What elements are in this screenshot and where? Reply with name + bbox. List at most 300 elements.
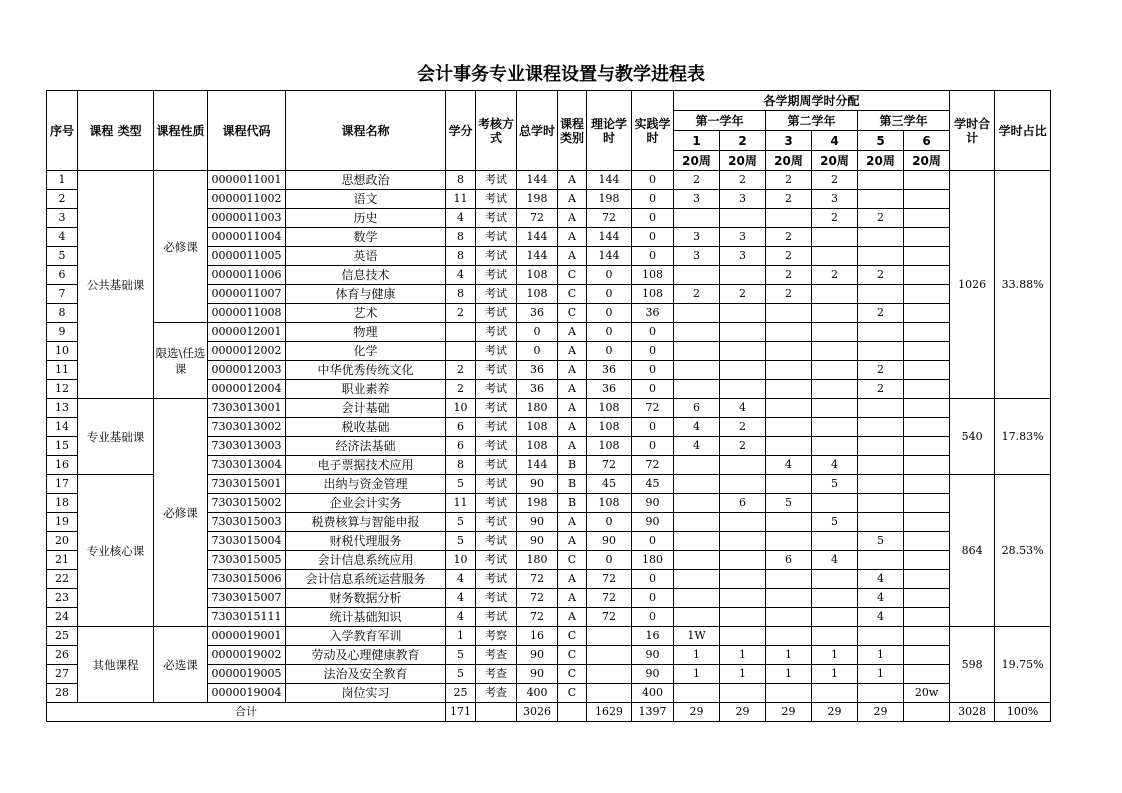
term-weekly-hours xyxy=(766,475,812,494)
course-exam: 考试 xyxy=(476,266,517,285)
term-weekly-hours xyxy=(904,323,950,342)
term-weekly-hours xyxy=(904,304,950,323)
term-weekly-hours: 1 xyxy=(812,665,858,684)
header-year3: 第三学年 xyxy=(858,111,950,131)
term-weekly-hours xyxy=(766,323,812,342)
term-weekly-hours xyxy=(720,342,766,361)
course-code: 0000019002 xyxy=(208,646,286,665)
term-weekly-hours xyxy=(858,285,904,304)
term-weekly-hours xyxy=(720,532,766,551)
group-hours-total: 540 xyxy=(950,399,995,475)
term-weekly-hours xyxy=(720,513,766,532)
total-row xyxy=(47,703,1051,722)
total-exam xyxy=(476,703,517,722)
term-weekly-hours xyxy=(674,361,720,380)
course-category: C xyxy=(558,304,587,323)
course-credit: 2 xyxy=(446,304,476,323)
term-weekly-hours xyxy=(858,627,904,646)
course-code: 0000011003 xyxy=(208,209,286,228)
course-credit xyxy=(446,342,476,361)
term-weekly-hours xyxy=(812,285,858,304)
row-seq: 13 xyxy=(47,399,78,418)
term-weekly-hours xyxy=(674,456,720,475)
course-code: 7303015004 xyxy=(208,532,286,551)
course-credit: 11 xyxy=(446,494,476,513)
course-credit: 8 xyxy=(446,285,476,304)
term-weekly-hours: 1 xyxy=(720,646,766,665)
course-theory-hours xyxy=(587,646,632,665)
term-weekly-hours xyxy=(904,228,950,247)
course-theory-hours: 45 xyxy=(587,475,632,494)
term-weekly-hours xyxy=(812,228,858,247)
course-theory-hours: 36 xyxy=(587,380,632,399)
row-seq: 16 xyxy=(47,456,78,475)
course-name: 入学教育军训 xyxy=(286,627,446,646)
term-weekly-hours: 2 xyxy=(858,209,904,228)
course-code: 0000019004 xyxy=(208,684,286,703)
course-name: 化学 xyxy=(286,342,446,361)
term-weekly-hours xyxy=(720,627,766,646)
course-theory-hours: 72 xyxy=(587,608,632,627)
term-weekly-hours: 2 xyxy=(766,247,812,266)
course-practice-hours: 0 xyxy=(632,361,674,380)
course-total-hours: 144 xyxy=(517,171,558,190)
course-exam: 考试 xyxy=(476,361,517,380)
term-weekly-hours xyxy=(720,266,766,285)
course-exam: 考试 xyxy=(476,190,517,209)
course-theory-hours: 144 xyxy=(587,171,632,190)
row-seq: 19 xyxy=(47,513,78,532)
term-weekly-hours xyxy=(812,608,858,627)
course-credit: 25 xyxy=(446,684,476,703)
row-seq: 11 xyxy=(47,361,78,380)
term-weekly-hours xyxy=(858,494,904,513)
course-code: 7303013001 xyxy=(208,399,286,418)
course-code: 0000019001 xyxy=(208,627,286,646)
row-seq: 8 xyxy=(47,304,78,323)
term-weekly-hours xyxy=(812,532,858,551)
course-practice-hours: 0 xyxy=(632,437,674,456)
course-code: 0000019005 xyxy=(208,665,286,684)
course-code: 0000012002 xyxy=(208,342,286,361)
course-code: 7303015006 xyxy=(208,570,286,589)
term-weekly-hours xyxy=(812,627,858,646)
course-category: A xyxy=(558,228,587,247)
term-weekly-hours xyxy=(904,494,950,513)
course-name: 劳动及心理健康教育 xyxy=(286,646,446,665)
course-code: 7303013004 xyxy=(208,456,286,475)
course-practice-hours: 16 xyxy=(632,627,674,646)
course-name: 数学 xyxy=(286,228,446,247)
course-code: 7303015001 xyxy=(208,475,286,494)
term-weekly-hours xyxy=(858,228,904,247)
row-seq: 17 xyxy=(47,475,78,494)
term-weekly-hours: 6 xyxy=(766,551,812,570)
term-weekly-hours: 4 xyxy=(858,589,904,608)
course-exam: 考试 xyxy=(476,532,517,551)
course-credit: 4 xyxy=(446,589,476,608)
term-weekly-hours xyxy=(812,399,858,418)
term-weekly-hours: 1 xyxy=(720,665,766,684)
course-total-hours: 72 xyxy=(517,589,558,608)
header-weeks: 20周 xyxy=(674,151,720,171)
term-weekly-hours: 2 xyxy=(720,418,766,437)
term-weekly-hours xyxy=(858,247,904,266)
term-weekly-hours xyxy=(674,684,720,703)
course-exam: 考试 xyxy=(476,608,517,627)
term-weekly-hours xyxy=(674,380,720,399)
course-exam: 考试 xyxy=(476,285,517,304)
course-code: 0000011005 xyxy=(208,247,286,266)
total-practice: 1397 xyxy=(632,703,674,722)
term-weekly-hours: 2 xyxy=(858,380,904,399)
header-nature: 课程性质 xyxy=(154,91,208,171)
term-weekly-hours xyxy=(812,418,858,437)
course-name: 英语 xyxy=(286,247,446,266)
term-weekly-hours xyxy=(720,684,766,703)
course-total-hours: 180 xyxy=(517,551,558,570)
term-weekly-hours xyxy=(858,323,904,342)
term-weekly-hours: 3 xyxy=(674,228,720,247)
term-weekly-hours: 3 xyxy=(720,190,766,209)
course-practice-hours: 0 xyxy=(632,171,674,190)
course-credit: 2 xyxy=(446,380,476,399)
row-seq: 20 xyxy=(47,532,78,551)
row-seq: 7 xyxy=(47,285,78,304)
course-category: C xyxy=(558,646,587,665)
term-weekly-hours xyxy=(904,665,950,684)
course-total-hours: 180 xyxy=(517,399,558,418)
group-hours-total: 1026 xyxy=(950,171,995,399)
header-ratio: 学时占比 xyxy=(995,91,1051,171)
term-weekly-hours: 1 xyxy=(674,665,720,684)
term-weekly-hours xyxy=(904,247,950,266)
course-theory-hours: 72 xyxy=(587,456,632,475)
header-weekly: 各学期周学时分配 xyxy=(674,91,950,111)
header-term: 1 xyxy=(674,131,720,151)
term-weekly-hours xyxy=(904,190,950,209)
course-total-hours: 90 xyxy=(517,532,558,551)
course-theory-hours: 72 xyxy=(587,570,632,589)
course-exam: 考试 xyxy=(476,513,517,532)
total-term-hours xyxy=(904,703,950,722)
course-practice-hours: 0 xyxy=(632,418,674,437)
term-weekly-hours xyxy=(858,475,904,494)
course-category: A xyxy=(558,171,587,190)
course-name: 艺术 xyxy=(286,304,446,323)
group-hours-ratio: 19.75% xyxy=(995,627,1051,703)
header-category: 课程类别 xyxy=(558,91,587,171)
course-total-hours: 90 xyxy=(517,513,558,532)
term-weekly-hours xyxy=(720,608,766,627)
term-weekly-hours xyxy=(766,304,812,323)
term-weekly-hours xyxy=(674,513,720,532)
row-seq: 27 xyxy=(47,665,78,684)
header-code: 课程代码 xyxy=(208,91,286,171)
course-practice-hours: 72 xyxy=(632,456,674,475)
term-weekly-hours xyxy=(904,361,950,380)
course-category: C xyxy=(558,551,587,570)
course-name: 税费核算与智能申报 xyxy=(286,513,446,532)
course-category: C xyxy=(558,665,587,684)
group-prof-basic: 专业基础课 xyxy=(78,399,154,475)
term-weekly-hours: 1 xyxy=(812,646,858,665)
header-seq: 序号 xyxy=(47,91,78,171)
course-total-hours: 72 xyxy=(517,209,558,228)
term-weekly-hours: 5 xyxy=(812,513,858,532)
term-weekly-hours xyxy=(904,437,950,456)
term-weekly-hours: 4 xyxy=(858,608,904,627)
course-name: 思想政治 xyxy=(286,171,446,190)
course-category: B xyxy=(558,456,587,475)
header-term: 6 xyxy=(904,131,950,151)
course-total-hours: 0 xyxy=(517,323,558,342)
course-credit: 1 xyxy=(446,627,476,646)
term-weekly-hours xyxy=(720,380,766,399)
course-total-hours: 36 xyxy=(517,361,558,380)
term-weekly-hours xyxy=(858,418,904,437)
table-row xyxy=(47,323,1051,342)
term-weekly-hours: 3 xyxy=(674,190,720,209)
term-weekly-hours: 2 xyxy=(812,171,858,190)
header-weeks: 20周 xyxy=(720,151,766,171)
course-total-hours: 144 xyxy=(517,456,558,475)
course-practice-hours: 0 xyxy=(632,247,674,266)
term-weekly-hours xyxy=(674,551,720,570)
course-practice-hours: 108 xyxy=(632,285,674,304)
term-weekly-hours xyxy=(674,494,720,513)
course-total-hours: 144 xyxy=(517,247,558,266)
course-credit: 5 xyxy=(446,665,476,684)
term-weekly-hours xyxy=(812,380,858,399)
term-weekly-hours xyxy=(766,342,812,361)
course-category: B xyxy=(558,475,587,494)
course-name: 体育与健康 xyxy=(286,285,446,304)
header-credit: 学分 xyxy=(446,91,476,171)
row-seq: 26 xyxy=(47,646,78,665)
course-practice-hours: 0 xyxy=(632,570,674,589)
row-seq: 25 xyxy=(47,627,78,646)
row-seq: 3 xyxy=(47,209,78,228)
course-name: 税收基础 xyxy=(286,418,446,437)
term-weekly-hours xyxy=(674,323,720,342)
course-category: A xyxy=(558,608,587,627)
course-category: A xyxy=(558,247,587,266)
term-weekly-hours xyxy=(674,266,720,285)
term-weekly-hours xyxy=(812,361,858,380)
course-credit: 8 xyxy=(446,247,476,266)
course-theory-hours: 108 xyxy=(587,437,632,456)
term-weekly-hours: 2 xyxy=(720,437,766,456)
course-theory-hours: 198 xyxy=(587,190,632,209)
course-theory-hours: 0 xyxy=(587,342,632,361)
course-theory-hours xyxy=(587,627,632,646)
term-weekly-hours xyxy=(812,304,858,323)
total-ratio: 100% xyxy=(995,703,1051,722)
term-weekly-hours: 2 xyxy=(766,171,812,190)
course-category: C xyxy=(558,285,587,304)
course-code: 0000011002 xyxy=(208,190,286,209)
course-category: A xyxy=(558,342,587,361)
course-practice-hours: 400 xyxy=(632,684,674,703)
row-seq: 12 xyxy=(47,380,78,399)
course-theory-hours: 72 xyxy=(587,209,632,228)
course-theory-hours: 0 xyxy=(587,513,632,532)
group-other: 其他课程 xyxy=(78,627,154,703)
term-weekly-hours xyxy=(674,532,720,551)
term-weekly-hours xyxy=(904,266,950,285)
total-credit: 171 xyxy=(446,703,476,722)
term-weekly-hours xyxy=(904,209,950,228)
course-practice-hours: 90 xyxy=(632,665,674,684)
header-hours-total: 学时合计 xyxy=(950,91,995,171)
course-theory-hours xyxy=(587,684,632,703)
course-theory-hours: 90 xyxy=(587,532,632,551)
course-code: 7303015005 xyxy=(208,551,286,570)
course-practice-hours: 0 xyxy=(632,380,674,399)
row-seq: 4 xyxy=(47,228,78,247)
header-name: 课程名称 xyxy=(286,91,446,171)
term-weekly-hours: 4 xyxy=(812,456,858,475)
course-credit: 6 xyxy=(446,418,476,437)
course-name: 财税代理服务 xyxy=(286,532,446,551)
term-weekly-hours xyxy=(766,608,812,627)
term-weekly-hours xyxy=(766,684,812,703)
course-total-hours: 144 xyxy=(517,228,558,247)
header-type: 课程 类型 xyxy=(78,91,154,171)
course-total-hours: 108 xyxy=(517,266,558,285)
term-weekly-hours xyxy=(858,171,904,190)
course-credit: 5 xyxy=(446,513,476,532)
group-hours-total: 864 xyxy=(950,475,995,627)
row-seq: 24 xyxy=(47,608,78,627)
term-weekly-hours xyxy=(858,399,904,418)
term-weekly-hours: 2 xyxy=(766,266,812,285)
course-theory-hours: 0 xyxy=(587,285,632,304)
row-seq: 10 xyxy=(47,342,78,361)
term-weekly-hours xyxy=(766,380,812,399)
course-category: A xyxy=(558,513,587,532)
course-code: 0000011007 xyxy=(208,285,286,304)
group-required-prof: 必修课 xyxy=(154,399,208,627)
course-credit: 10 xyxy=(446,551,476,570)
term-weekly-hours: 4 xyxy=(674,418,720,437)
course-category: A xyxy=(558,380,587,399)
term-weekly-hours: 6 xyxy=(720,494,766,513)
term-weekly-hours: 1 xyxy=(766,665,812,684)
total-hours-sum: 3028 xyxy=(950,703,995,722)
total-term-hours: 29 xyxy=(720,703,766,722)
course-practice-hours: 0 xyxy=(632,608,674,627)
term-weekly-hours xyxy=(904,399,950,418)
row-seq: 2 xyxy=(47,190,78,209)
table-row xyxy=(47,399,1051,418)
course-name: 法治及安全教育 xyxy=(286,665,446,684)
term-weekly-hours xyxy=(904,646,950,665)
term-weekly-hours xyxy=(766,209,812,228)
term-weekly-hours xyxy=(812,570,858,589)
course-total-hours: 72 xyxy=(517,608,558,627)
term-weekly-hours xyxy=(766,627,812,646)
course-total-hours: 72 xyxy=(517,570,558,589)
course-exam: 考试 xyxy=(476,304,517,323)
course-theory-hours: 0 xyxy=(587,323,632,342)
course-category: A xyxy=(558,361,587,380)
course-practice-hours: 90 xyxy=(632,494,674,513)
term-weekly-hours xyxy=(766,399,812,418)
course-practice-hours: 0 xyxy=(632,532,674,551)
course-practice-hours: 45 xyxy=(632,475,674,494)
header-year2: 第二学年 xyxy=(766,111,858,131)
table-row xyxy=(47,627,1051,646)
course-name: 电子票据技术应用 xyxy=(286,456,446,475)
course-total-hours: 36 xyxy=(517,380,558,399)
course-code: 0000011008 xyxy=(208,304,286,323)
term-weekly-hours xyxy=(766,361,812,380)
course-credit: 4 xyxy=(446,608,476,627)
course-total-hours: 198 xyxy=(517,494,558,513)
term-weekly-hours xyxy=(674,608,720,627)
term-weekly-hours: 1W xyxy=(674,627,720,646)
course-credit: 5 xyxy=(446,532,476,551)
course-exam: 考察 xyxy=(476,627,517,646)
course-table xyxy=(46,90,1051,722)
course-category: C xyxy=(558,627,587,646)
row-seq: 15 xyxy=(47,437,78,456)
course-total-hours: 90 xyxy=(517,475,558,494)
term-weekly-hours: 1 xyxy=(858,646,904,665)
course-exam: 考查 xyxy=(476,665,517,684)
course-code: 7303015003 xyxy=(208,513,286,532)
term-weekly-hours: 4 xyxy=(812,551,858,570)
total-term-hours: 29 xyxy=(674,703,720,722)
term-weekly-hours xyxy=(904,380,950,399)
course-theory-hours: 144 xyxy=(587,228,632,247)
course-code: 7303013003 xyxy=(208,437,286,456)
course-exam: 考试 xyxy=(476,399,517,418)
term-weekly-hours xyxy=(858,513,904,532)
course-category: A xyxy=(558,570,587,589)
term-weekly-hours xyxy=(904,627,950,646)
term-weekly-hours xyxy=(858,190,904,209)
term-weekly-hours xyxy=(720,475,766,494)
term-weekly-hours xyxy=(904,570,950,589)
term-weekly-hours: 4 xyxy=(766,456,812,475)
term-weekly-hours xyxy=(720,589,766,608)
term-weekly-hours xyxy=(858,684,904,703)
course-exam: 考试 xyxy=(476,228,517,247)
course-exam: 考试 xyxy=(476,209,517,228)
course-code: 0000012003 xyxy=(208,361,286,380)
group-prof-core: 专业核心课 xyxy=(78,475,154,627)
term-weekly-hours: 6 xyxy=(674,399,720,418)
course-exam: 考试 xyxy=(476,589,517,608)
course-name: 会计基础 xyxy=(286,399,446,418)
header-exam: 考核方式 xyxy=(476,91,517,171)
term-weekly-hours xyxy=(812,342,858,361)
term-weekly-hours xyxy=(720,361,766,380)
header-weeks: 20周 xyxy=(858,151,904,171)
term-weekly-hours: 5 xyxy=(766,494,812,513)
term-weekly-hours: 2 xyxy=(858,361,904,380)
row-seq: 23 xyxy=(47,589,78,608)
term-weekly-hours xyxy=(904,456,950,475)
course-practice-hours: 180 xyxy=(632,551,674,570)
term-weekly-hours xyxy=(812,323,858,342)
term-weekly-hours xyxy=(720,456,766,475)
term-weekly-hours xyxy=(904,342,950,361)
course-theory-hours: 0 xyxy=(587,551,632,570)
